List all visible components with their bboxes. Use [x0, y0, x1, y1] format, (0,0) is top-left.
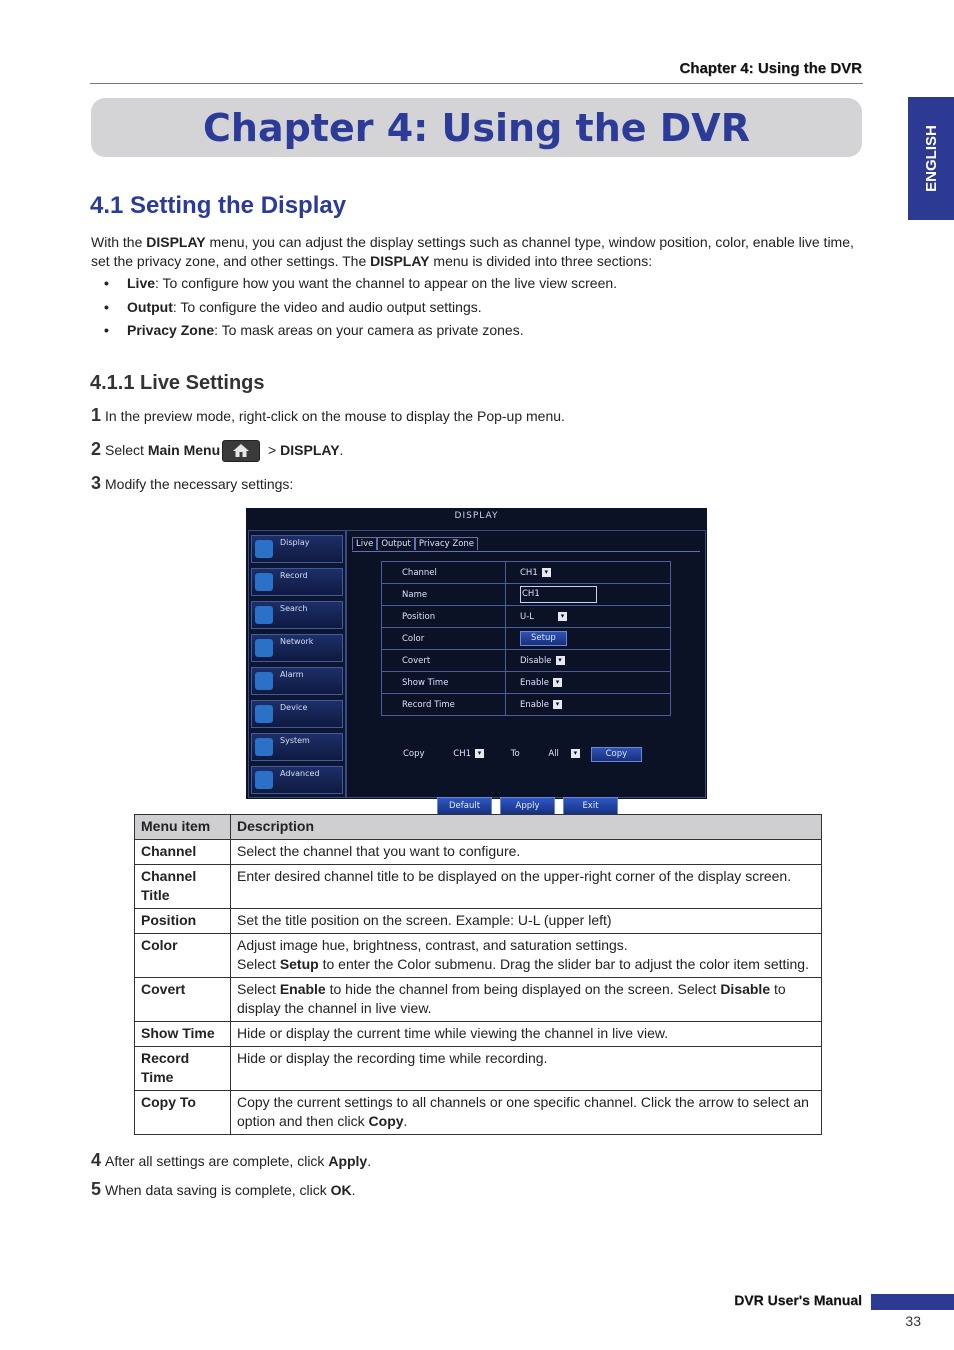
copy-to-value: All — [548, 749, 559, 759]
table-row — [382, 628, 671, 650]
description-text: to display the channel in live view. — [237, 981, 786, 1016]
subsection-title: 4.1.1 Live Settings — [90, 372, 265, 394]
monitor-icon — [255, 540, 273, 558]
list-item — [90, 322, 617, 346]
dvr-menu-display[interactable] — [251, 535, 343, 563]
step-bold: DISPLAY — [280, 442, 340, 458]
dvr-row-value: Disable — [520, 655, 552, 666]
language-tab-label: ENGLISH — [922, 125, 940, 192]
dvr-menu-network[interactable] — [251, 634, 343, 662]
description-text: . — [403, 1113, 408, 1129]
dvr-live-settings-table — [381, 561, 671, 716]
tab-live[interactable]: Live — [352, 537, 377, 550]
chevron-down-icon: ▾ — [475, 749, 484, 758]
record-time-select[interactable] — [506, 694, 671, 716]
header-divider — [90, 83, 863, 84]
description-cell: Hide or display the recording time while recording. — [231, 1047, 822, 1091]
footer-accent-bar — [871, 1294, 954, 1310]
description-text: to enter the Color submenu. Drag the slider bar to adjust the color item setting. — [318, 956, 809, 972]
dvr-row-label: Position — [382, 606, 506, 628]
dvr-row-label: Covert — [382, 650, 506, 672]
step-number: 4 — [91, 1150, 102, 1170]
running-header: Chapter 4: Using the DVR — [679, 60, 862, 77]
default-button[interactable]: Default — [437, 797, 492, 815]
chevron-down-icon: ▾ — [553, 700, 562, 709]
description-cell: Set the title position on the screen. Example: U-L (upper left) — [231, 909, 822, 934]
step-text: . — [367, 1153, 372, 1169]
menu-item-cell: Position — [135, 909, 231, 934]
dvr-side-menu — [248, 530, 346, 798]
bullet-list — [90, 275, 617, 346]
dvr-title: DISPLAY — [454, 511, 499, 521]
menu-item-table — [134, 814, 822, 1135]
step-bold: Main Menu — [147, 442, 221, 458]
show-time-select[interactable] — [506, 672, 671, 694]
dvr-row-value: Enable — [520, 677, 549, 688]
dvr-menu-system[interactable] — [251, 733, 343, 761]
table-row — [135, 1047, 822, 1091]
bullet-term: Live — [127, 275, 156, 291]
channel-select[interactable] — [506, 562, 671, 584]
step-3 — [91, 473, 293, 494]
table-header-row — [135, 815, 822, 840]
chevron-down-icon: ▾ — [571, 749, 580, 758]
step-text: Modify the necessary settings: — [105, 476, 294, 492]
exit-button[interactable]: Exit — [563, 797, 618, 815]
intro-text: With the — [91, 234, 147, 250]
menu-item-cell: Record Time — [135, 1047, 231, 1091]
gear-icon — [255, 738, 273, 756]
table-row — [382, 606, 671, 628]
dvr-row-label: Record Time — [382, 694, 506, 716]
dvr-row-label: Color — [382, 628, 506, 650]
step-1 — [91, 405, 565, 426]
color-setup-button[interactable]: Setup — [520, 631, 567, 646]
footer-manual-title: DVR User's Manual — [734, 1292, 862, 1308]
table-row — [382, 562, 671, 584]
step-number: 1 — [91, 405, 102, 425]
language-tab — [908, 97, 954, 220]
description-bold: Disable — [720, 981, 771, 997]
step-number: 5 — [91, 1179, 102, 1199]
list-item — [90, 299, 617, 323]
globe-icon — [255, 639, 273, 657]
step-text: . — [351, 1182, 356, 1198]
description-cell — [231, 978, 822, 1022]
step-5 — [91, 1179, 356, 1200]
step-number: 3 — [91, 473, 102, 493]
description-cell — [231, 934, 822, 978]
page-number: 33 — [905, 1313, 921, 1329]
copy-from-select[interactable] — [453, 749, 484, 759]
apply-button[interactable]: Apply — [500, 797, 555, 815]
dvr-menu-label: Device — [280, 703, 308, 712]
bullet-text: : To mask areas on your camera as private zones. — [214, 322, 524, 338]
table-row — [135, 934, 822, 978]
chevron-down-icon: ▾ — [558, 612, 567, 621]
covert-select[interactable] — [506, 650, 671, 672]
menu-item-cell: Channel Title — [135, 865, 231, 909]
color-cell — [506, 628, 671, 650]
description-bold: Enable — [279, 981, 326, 997]
table-row — [135, 840, 822, 865]
tab-output[interactable]: Output — [377, 537, 415, 550]
table-row — [135, 978, 822, 1022]
step-bold: OK — [330, 1182, 352, 1198]
dvr-menu-alarm[interactable] — [251, 667, 343, 695]
description-text: Select — [237, 981, 280, 997]
intro-paragraph — [91, 233, 861, 271]
description-text: to hide the channel from being displayed on the screen. Select — [325, 981, 721, 997]
home-icon — [222, 440, 260, 462]
menu-item-cell: Show Time — [135, 1022, 231, 1047]
description-cell: Enter desired channel title to be displayed on the upper-right corner of the display screen. — [231, 865, 822, 909]
position-select[interactable] — [506, 606, 671, 628]
intro-text: menu, you can adjust the display settings such as channel type, window position, color, enable live time, set the privacy zone, and other settings. The — [91, 234, 854, 269]
chevron-down-icon: ▾ — [542, 568, 551, 577]
step-text: In the preview mode, right-click on the mouse to display the Pop-up menu. — [105, 408, 565, 424]
chevron-down-icon: ▾ — [553, 678, 562, 687]
step-4 — [91, 1150, 371, 1171]
table-row — [382, 672, 671, 694]
tab-privacy-zone[interactable]: Privacy Zone — [415, 537, 478, 550]
table-row — [135, 865, 822, 909]
film-icon — [255, 573, 273, 591]
bullet-text: : To configure how you want the channel to appear on the live view screen. — [155, 275, 618, 291]
dvr-row-label: Channel — [382, 562, 506, 584]
menu-item-cell: Copy To — [135, 1091, 231, 1135]
menu-item-cell: Covert — [135, 978, 231, 1022]
name-field[interactable] — [506, 584, 671, 606]
to-label: To — [510, 749, 520, 759]
step-text: Select — [105, 442, 148, 458]
description-bold: Setup — [279, 956, 319, 972]
column-header: Menu item — [135, 815, 231, 840]
chapter-title: Chapter 4: Using the DVR — [203, 105, 750, 150]
dvr-menu-label: Display — [280, 538, 310, 547]
description-text: Adjust image hue, brightness, contrast, and saturation settings. — [237, 937, 628, 953]
table-row — [382, 694, 671, 716]
dvr-menu-label: System — [280, 736, 310, 745]
intro-text: menu is divided into three sections: — [429, 253, 653, 269]
dvr-tabs — [352, 537, 478, 550]
description-cell — [231, 1091, 822, 1135]
dvr-row-value: CH1 — [520, 567, 538, 578]
column-header: Description — [231, 815, 822, 840]
dvr-row-value: U-L — [520, 611, 535, 622]
table-row — [135, 1091, 822, 1135]
section-title: 4.1 Setting the Display — [90, 192, 347, 219]
table-row — [135, 1022, 822, 1047]
device-icon — [255, 705, 273, 723]
description-bold: Copy — [368, 1113, 404, 1129]
table-row — [135, 909, 822, 934]
dvr-row-label: Name — [382, 584, 506, 606]
step-text: . — [339, 442, 344, 458]
bullet-term: Privacy Zone — [127, 322, 215, 338]
step-text: After all settings are complete, click — [105, 1153, 329, 1169]
dvr-menu-device[interactable] — [251, 700, 343, 728]
list-item — [90, 275, 617, 299]
dvr-menu-label: Record — [280, 571, 308, 580]
description-cell: Select the channel that you want to configure. — [231, 840, 822, 865]
step-number: 2 — [91, 439, 102, 459]
copy-from-value: CH1 — [453, 749, 472, 759]
bullet-term: Output — [127, 298, 173, 315]
description-cell: Hide or display the current time while viewing the channel in live view. — [231, 1022, 822, 1047]
dvr-menu-label: Alarm — [280, 670, 304, 679]
description-text: Select — [237, 956, 280, 972]
wrench-icon — [255, 771, 273, 789]
step-text: > — [264, 442, 281, 458]
dvr-menu-label: Advanced — [280, 769, 320, 778]
copy-button[interactable]: Copy — [591, 747, 643, 762]
table-row — [382, 650, 671, 672]
dvr-row-label: Show Time — [382, 672, 506, 694]
chevron-down-icon: ▾ — [556, 656, 565, 665]
alarm-icon — [255, 672, 273, 690]
dvr-row-value[interactable]: CH1 — [520, 586, 597, 603]
dvr-row-value: Enable — [520, 699, 549, 710]
dvr-menu-record[interactable] — [251, 568, 343, 596]
dvr-menu-search[interactable] — [251, 601, 343, 629]
dvr-copy-row — [403, 747, 642, 762]
description-text: Copy the current settings to all channels or one specific channel. Click the arrow to select an option and then click — [237, 1094, 809, 1129]
dvr-settings-panel — [346, 530, 706, 811]
intro-bold: DISPLAY — [146, 234, 206, 250]
dvr-menu-label: Search — [280, 604, 308, 613]
menu-item-cell: Color — [135, 934, 231, 978]
dvr-display-screenshot — [246, 508, 707, 811]
step-text: When data saving is complete, click — [105, 1182, 331, 1198]
bullet-text: : To configure the video and audio output settings. — [172, 298, 482, 315]
dvr-menu-advanced[interactable] — [251, 766, 343, 794]
step-2 — [91, 439, 343, 462]
tab-divider — [352, 551, 700, 552]
search-icon — [255, 606, 273, 624]
step-bold: Apply — [328, 1153, 368, 1169]
copy-label: Copy — [403, 749, 425, 759]
intro-bold: DISPLAY — [370, 253, 430, 269]
table-row — [382, 584, 671, 606]
dvr-menu-label: Network — [280, 637, 314, 646]
copy-to-select[interactable] — [548, 749, 580, 759]
menu-item-cell: Channel — [135, 840, 231, 865]
chapter-banner — [91, 98, 862, 157]
